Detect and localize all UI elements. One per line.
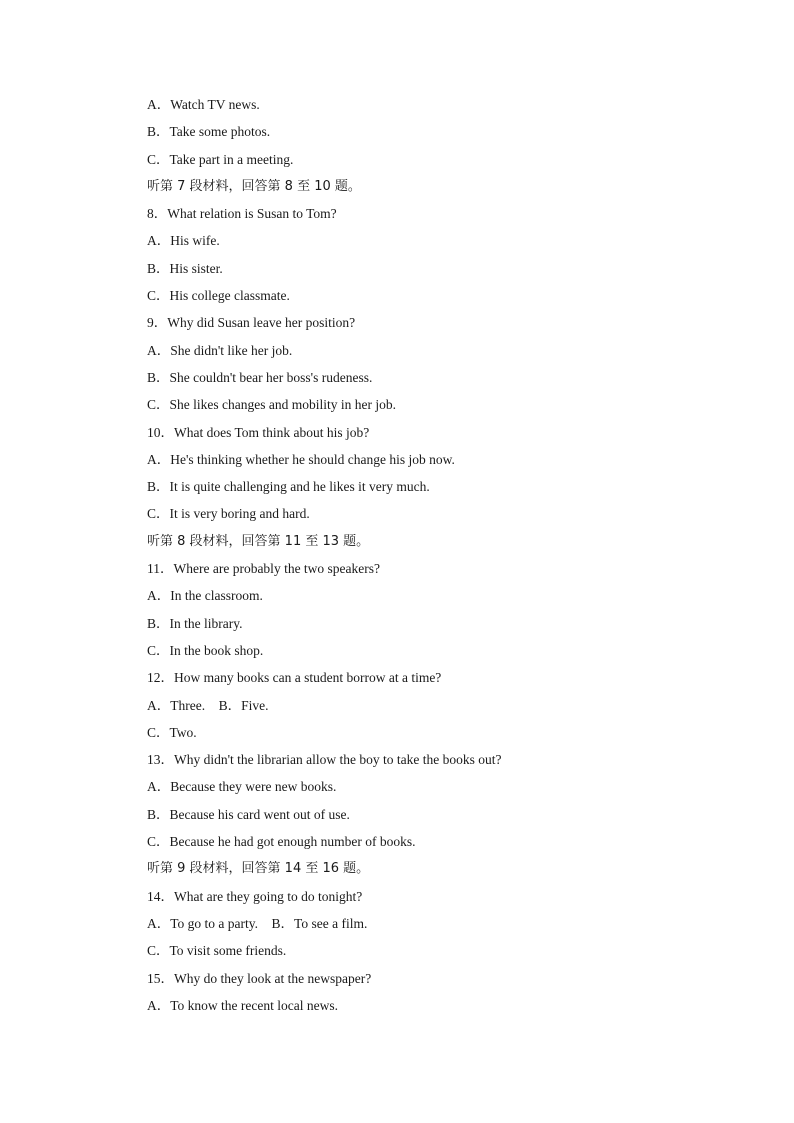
answer-option: C．She likes changes and mobility in her job.: [147, 397, 396, 413]
answer-option: C．In the book shop.: [147, 642, 264, 658]
answer-option: B．She couldn't bear her boss's rudeness.: [147, 369, 373, 385]
answer-option: A．She didn't like her job.: [147, 342, 293, 358]
question-text: 14．What are they going to do tonight?: [147, 888, 363, 904]
question-text: 8．What relation is Susan to Tom?: [147, 206, 337, 222]
answer-option: C．It is very boring and hard.: [147, 506, 310, 522]
answer-option: C．Two.: [147, 724, 197, 740]
answer-option: B．Because his card went out of use.: [147, 806, 350, 822]
answer-option: C．Because he had got enough number of books.: [147, 834, 416, 850]
answer-option: A．Because they were new books.: [147, 779, 337, 795]
question-text: 12．How many books can a student borrow at a time?: [147, 670, 442, 686]
section-heading: 听第 9 段材料，回答第 14 至 16 题。: [147, 861, 370, 877]
question-text: 10．What does Tom think about his job?: [147, 424, 370, 440]
answer-option: B．In the library.: [147, 615, 243, 631]
answer-option: A．Watch TV news.: [147, 97, 260, 112]
answer-option: B．His sister.: [147, 260, 223, 276]
answer-option: C．His college classmate.: [147, 288, 290, 304]
answer-option: A．His wife.: [147, 233, 220, 249]
answer-option: A．To go to a party. B．To see a film.: [147, 915, 368, 931]
answer-option: C．Take part in a meeting.: [147, 151, 294, 167]
question-text: 15．Why do they look at the newspaper?: [147, 970, 372, 986]
question-list: [147, 95, 707, 1023]
answer-option: A．Three. B．Five.: [147, 697, 269, 713]
answer-option: B．It is quite challenging and he likes it very much.: [147, 479, 430, 495]
question-text: 13．Why didn't the librarian allow the boy to take the books out?: [147, 752, 502, 768]
question-text: 11．Where are probably the two speakers?: [147, 561, 381, 577]
section-heading: 听第 7 段材料，回答第 8 至 10 题。: [147, 178, 361, 194]
answer-option: A．He's thinking whether he should change his job now.: [147, 451, 455, 467]
question-text: 9．Why did Susan leave her position?: [147, 315, 356, 331]
section-heading: 听第 8 段材料，回答第 11 至 13 题。: [147, 533, 370, 549]
answer-option: A．In the classroom.: [147, 588, 263, 604]
answer-option: B．Take some photos.: [147, 124, 271, 140]
answer-option: C．To visit some friends.: [147, 943, 287, 959]
answer-option: A．To know the recent local news.: [147, 997, 338, 1013]
